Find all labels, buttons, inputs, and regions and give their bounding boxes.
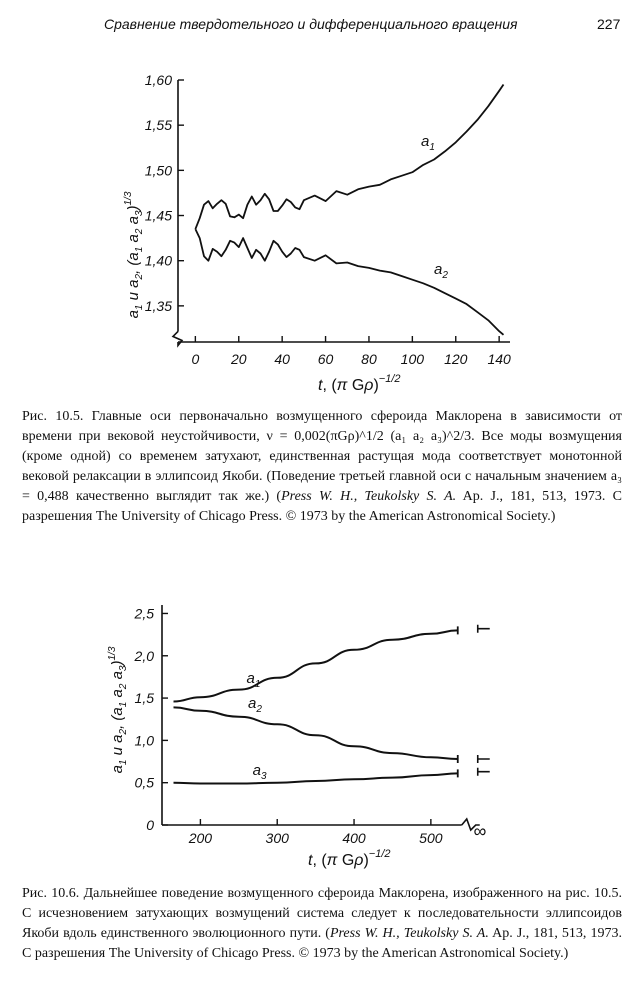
y-tick-label: 1,35 bbox=[144, 297, 172, 314]
y-tick-label: 1,50 bbox=[144, 162, 172, 179]
figure-10-6-caption bbox=[22, 884, 622, 964]
x-tick-label: 200 bbox=[188, 830, 213, 846]
y-tick-label: 0,5 bbox=[134, 774, 154, 791]
x-tick-label: 0 bbox=[191, 351, 200, 367]
y-tick-label: 1,0 bbox=[134, 732, 154, 749]
series-line-2 bbox=[195, 229, 503, 335]
series-label-a2: $a_2$ bbox=[248, 695, 262, 716]
page-number: 227 bbox=[597, 16, 621, 32]
y-tick-label: 1,40 bbox=[144, 252, 172, 269]
series-line-3 bbox=[174, 773, 458, 783]
y-tick-label: 1,60 bbox=[144, 72, 172, 88]
caption-citation-authors: Press W. H., Teukolsky S. A. bbox=[329, 926, 489, 941]
x-tick-label: 300 bbox=[265, 830, 289, 846]
x-tick-label: 140 bbox=[487, 351, 511, 367]
y-axis-label bbox=[123, 191, 145, 318]
series-label-a2: $a_2$ bbox=[434, 261, 448, 282]
x-tick-label: 20 bbox=[230, 351, 247, 367]
svg-text:a1 и a2, (a1 a2 a3)1/3: $a_1$ и $a_2$, ($a_1$ $a_2$ $a_3)^{1/3}$ bbox=[123, 191, 145, 319]
running-title: Сравнение твердотельного и дифференциального вращения bbox=[104, 16, 518, 32]
x-tick-label: 120 bbox=[444, 351, 468, 367]
x-tick-label: 400 bbox=[342, 830, 366, 846]
y-tick-label: 1,5 bbox=[134, 690, 154, 707]
series-line-1 bbox=[174, 630, 458, 701]
series-label-a3: $a_3$ bbox=[252, 762, 267, 783]
series-line-1 bbox=[195, 85, 503, 230]
x-tick-label: 100 bbox=[400, 351, 425, 367]
figure-10-5-caption bbox=[22, 407, 622, 527]
figure-10-6-chart bbox=[0, 585, 644, 880]
x-axis-label bbox=[308, 848, 391, 869]
svg-text:t, (π Gρ)−1/2: t, (π Gρ)$^{-1/2}$ bbox=[308, 848, 391, 869]
x-tick-label: 500 bbox=[419, 830, 443, 846]
caption-label: Рис. 10.5. bbox=[22, 409, 84, 424]
caption-text: Дальнейшее поведение возмущенного сфероида Маклорена, изображенного на рис. 10.5. С исчезновением затухающих возмущений система следует к последовательности эллипсоидов Якоби вдоль единственного эволюционного пути. ( bbox=[22, 886, 623, 941]
x-tick-label-infinity: ∞ bbox=[473, 821, 487, 841]
svg-text:t, (π Gρ)−1/2: t, (π Gρ)$^{-1/2}$ bbox=[318, 373, 401, 394]
x-tick-label: 40 bbox=[274, 351, 290, 367]
x-tick-label: 60 bbox=[317, 351, 334, 367]
series-label-a1: $a_1$ bbox=[246, 669, 261, 690]
y-tick-label: 0 bbox=[146, 817, 154, 833]
y-tick-label: 1,45 bbox=[144, 207, 172, 224]
y-tick-label: 2,0 bbox=[134, 647, 154, 664]
y-tick-label: 2,5 bbox=[134, 605, 154, 622]
y-axis-label bbox=[107, 646, 129, 773]
asymptote-mark bbox=[478, 768, 490, 776]
series-label-a1: $a_1$ bbox=[421, 132, 435, 153]
x-tick-label: 80 bbox=[361, 351, 377, 367]
asymptote-mark bbox=[478, 755, 490, 763]
caption-citation-rest: Ap. J., 181, 513, 1973. С разрешения The University of Chicago Press. © 1973 by the American Astronomical Society.) bbox=[22, 489, 622, 524]
caption-citation-authors: Press W. H., Teukolsky S. A. bbox=[281, 489, 457, 504]
figure-10-5-chart bbox=[0, 60, 644, 400]
x-axis-label bbox=[318, 373, 401, 394]
svg-text:a1 и a2, (a1 a2 a3)1/3: $a_1$ и $a_2$, ($a_1$ $a_2$ $a_3)^{1/3}$ bbox=[107, 646, 129, 774]
caption-citation-rest: Ap. J., 181, 513, 1973. С разрешения The University of Chicago Press. © 1973 by the American Astronomical Society.) bbox=[22, 926, 622, 961]
y-axis-break bbox=[173, 331, 182, 345]
series-line-2 bbox=[174, 707, 458, 759]
y-tick-label: 1,55 bbox=[144, 117, 172, 134]
caption-label: Рис. 10.6. bbox=[22, 886, 80, 901]
caption-text: Главные оси первоначально возмущенного сфероида Маклорена в зависимости от времени при вековой неустойчивости, ν = 0,002(πGρ)^1/2 (a₁ a₂ a₃)^2/3. Все моды возмущения (кроме одной) со временем затухают, единственная растущая мода соответствует монотонной вековой релаксации в эллипсоид Якоби. (Поведение третьей главной оси с начальным значением a₃ = 0,488 качественно выглядит так же.) ( bbox=[22, 409, 623, 504]
asymptote-mark bbox=[478, 625, 490, 633]
